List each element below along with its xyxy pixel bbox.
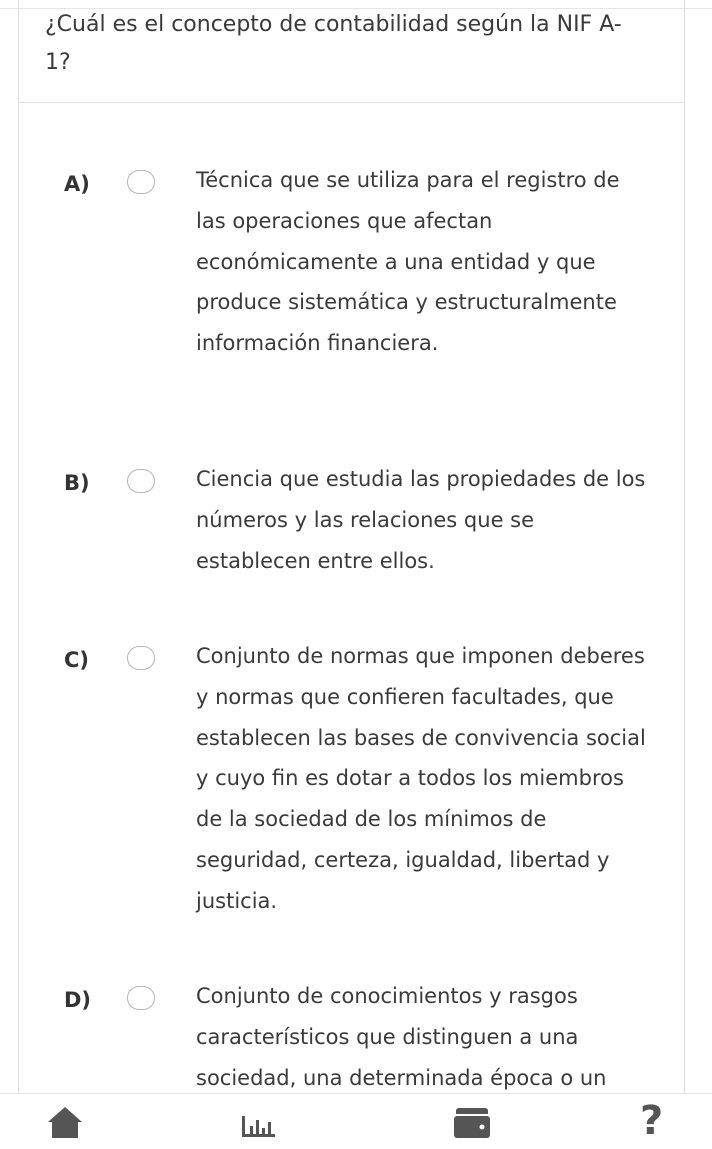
option-text: Conjunto de conocimientos y rasgos característicos que distinguen a una sociedad, una determinada época o un	[196, 984, 607, 1090]
option-letter: D)	[64, 988, 92, 1012]
option-letter: B)	[64, 471, 90, 495]
stats-icon	[240, 1104, 278, 1140]
option-letter: C)	[64, 648, 90, 672]
stats-button[interactable]	[240, 1104, 278, 1144]
radio-button-c[interactable]	[127, 646, 155, 670]
question-card	[18, 0, 685, 1108]
help-icon: ?	[640, 1098, 664, 1144]
home-icon	[46, 1104, 84, 1140]
wallet-icon	[453, 1104, 491, 1140]
radio-button-d[interactable]	[127, 986, 155, 1010]
question-text: ¿Cuál es el concepto de contabilidad según la NIF A-1?	[45, 12, 622, 75]
radio-button-b[interactable]	[127, 469, 155, 493]
wallet-button[interactable]	[453, 1104, 491, 1144]
question-divider	[19, 102, 684, 103]
bottom-nav-bar	[0, 1093, 712, 1149]
option-text: Ciencia que estudia las propiedades de los números y las relaciones que se establecen entre ellos.	[196, 467, 646, 573]
option-letter: A)	[64, 172, 90, 196]
help-button[interactable]	[640, 1098, 663, 1144]
radio-button-a[interactable]	[127, 170, 155, 194]
option-text: Técnica que se utiliza para el registro de las operaciones que afectan económicamente a una entidad y que produce sistemática y estructuralmente información financiera.	[196, 168, 620, 356]
home-button[interactable]	[46, 1104, 84, 1144]
option-text: Conjunto de normas que imponen deberes y normas que confieren facultades, que establecen las bases de convivencia social y cuyo fin es dotar a todos los miembros de la sociedad de los mínimos de seguridad, certeza, igualdad, libertad y justicia.	[196, 644, 646, 913]
